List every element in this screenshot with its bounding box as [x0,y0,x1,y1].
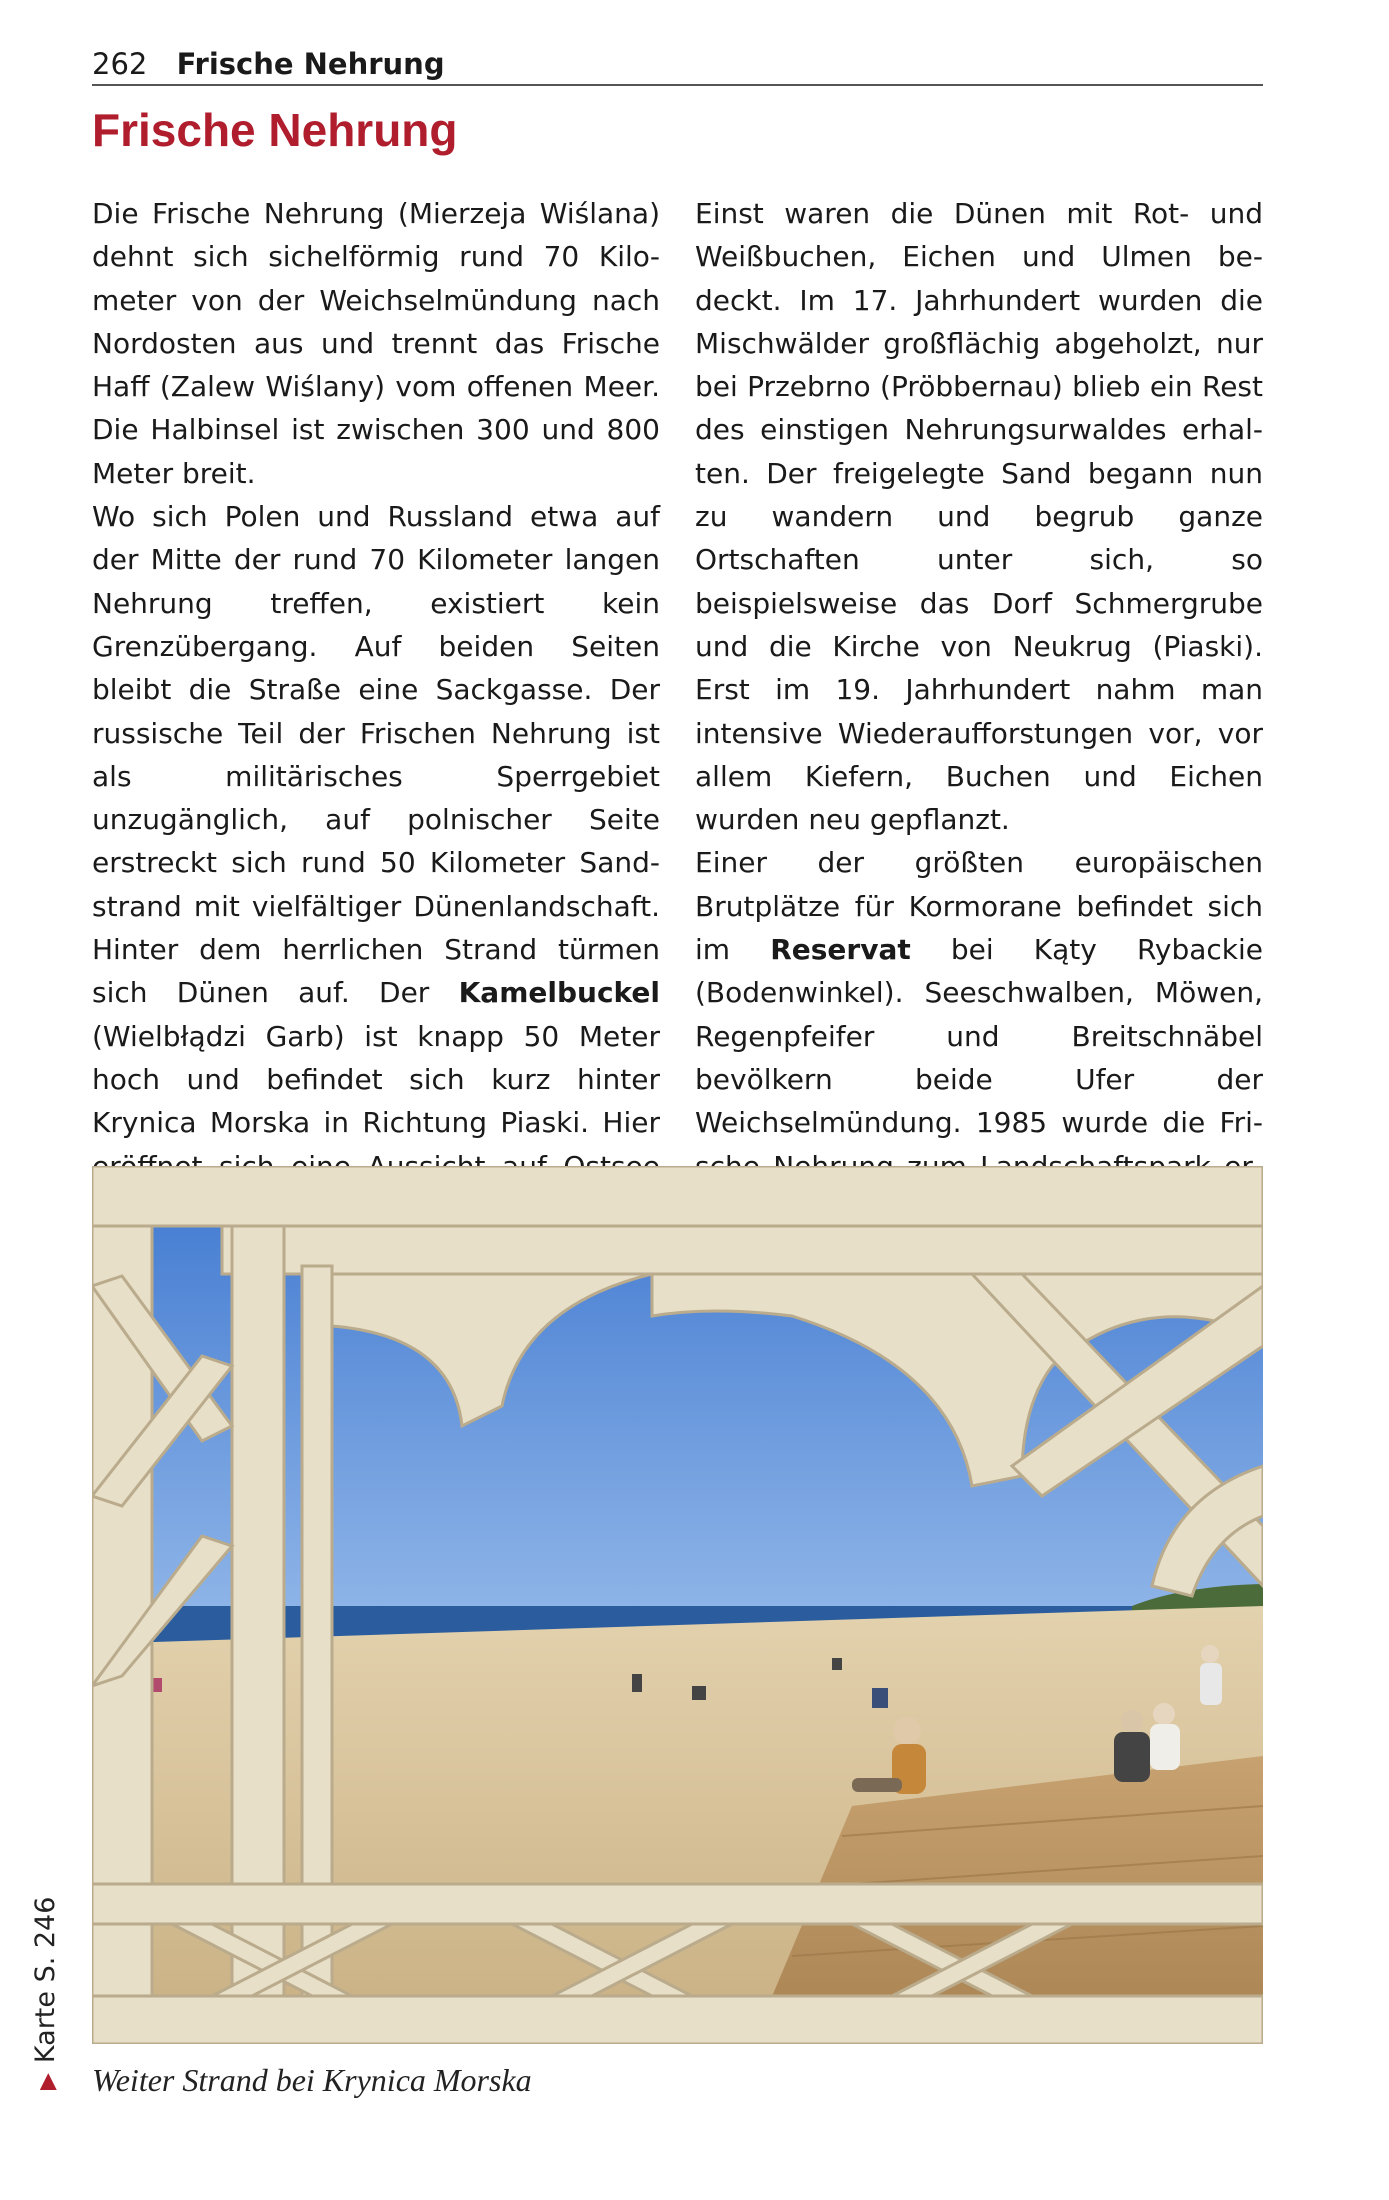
running-head [92,44,1263,86]
right-text-column [695,192,1263,1231]
paragraph-text: Wo sich Polen und Russland etwa auf der Mitte der rund 70 Kilometer langen Nehrung treffen, existiert kein Grenzübergang. Auf beiden Seiten bleibt die Straße eine Sackgasse. Der russische Teil der Frischen Nehrung ist als militärisches Sperrgebiet unzugänglich, auf polnischer Seite erstreckt sich rund 50 Kilometer Sandstrand mit vielfältiger Dünenlandschaft. Hinter dem herrlichen Strand türmen sich Dünen auf. Der [92,500,660,1010]
left-text-column [92,192,660,1231]
bold-term-reservat: Reservat [770,933,911,967]
figure-caption: Weiter Strand bei Krynica Morska [92,2062,532,2098]
paragraph: Einst waren die Dünen mit Rot- und Weißbuchen, Eichen und Ulmen bedeckt. Im 17. Jahrhundert wurden die Mischwälder großflächig abgeholzt, nur bei Przebrno (Pröbbernau) blieb ein Rest des einstigen Nehrungsurwaldes erhalten. Der freigelegte Sand begann nun zu wandern und begrub ganze Ortschaften unter sich, so beispielsweise das Dorf Schmergrube und die Kirche von Neukrug (Piaski). Erst im 19. Jahrhundert nahm man intensive Wiederaufforstungen vor, vor allem Kiefern, Buchen und Eichen wurden neu gepflanzt. [695,197,1263,837]
triangle-marker-icon: ▶ [35,2073,60,2090]
paragraph [92,495,660,1231]
bold-term-kamelbuckel: Kamelbuckel [458,976,660,1010]
paragraph-text: (Wielbłądzi Garb) ist knapp 50 Meter hoch und befindet sich kurz hinter Krynica Morska in Richtung Piaski. Hier [92,1019,660,1140]
chapter-title: Frische Nehrung [92,104,458,156]
paragraph: Die Frische Nehrung (Mierzeja Wiślana) dehnt sich sichelförmig rund 70 Kilometer von der Weichselmündung nach Nordosten aus und trennt das Frische Haff (Zalew Wiślany) vom offenen Meer. Die Halbinsel ist zwischen 300 und 800 Meter breit. [92,197,660,490]
beach-photo-illustration [92,1166,1263,2044]
page-number: 262 [92,47,148,81]
paragraph-text: Einer der größten europäischen Brutplätze für Kormorane befindet sich im [695,846,1263,967]
paragraph-text: bei Kąty Rybackie (Bodenwinkel). Seeschwalben, Möwen, Regenpfeifer und Breitschnäbel bevölkern beide Ufer der Weichselmündung. 1985 wurde die Fri [695,933,1263,1140]
map-page-reference [30,1897,61,2090]
beach-photo [92,1166,1263,2044]
running-title: Frische Nehrung [176,47,445,81]
map-reference-text: Karte S. 246 [30,1896,61,2064]
